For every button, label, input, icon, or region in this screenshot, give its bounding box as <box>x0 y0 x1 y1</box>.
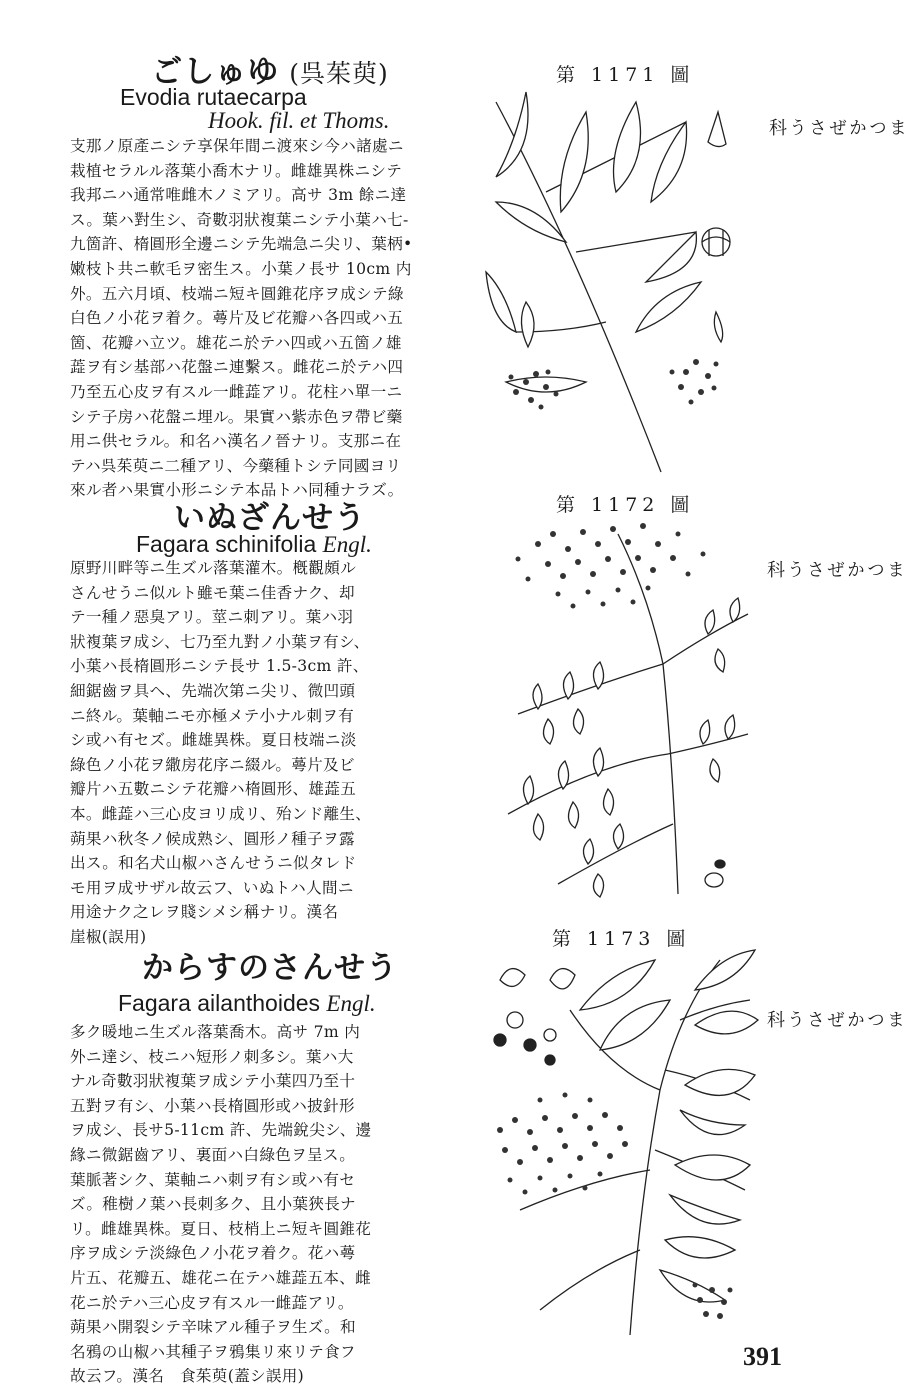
desc-line: 綠色ノ小花ヲ繖房花序ニ綴ル。蕚片及ビ <box>70 755 355 774</box>
desc-line: 用ニ供セラル。和名ハ漢名ノ晉ナリ。支那ニ在 <box>70 432 402 451</box>
desc-line: 片五、花瓣五、雄花ニ在テハ雄蕋五本、雌 <box>70 1268 372 1287</box>
desc-line: 出ス。和名犬山椒ハさんせうニ似タレド <box>70 854 357 873</box>
plant-illustration <box>486 82 758 474</box>
desc-line: 我邦ニハ通常唯雌木ノミアリ。高サ 3m 餘ニ達 <box>70 186 407 205</box>
desc-line: 瓣片ハ五數ニシテ花瓣ハ楕圓形、雄蕋五 <box>70 780 357 799</box>
desc-line: 九箇許、楕圓形全邊ニシテ先端急ニ尖リ、葉柄• <box>70 235 413 254</box>
japanese-name: ごしゅゆ <box>151 54 280 90</box>
desc-line: 序ヲ成シテ淡綠色ノ小花ヲ着ク。花ハ蕚 <box>70 1244 356 1263</box>
kanji-name: (呉茱萸) <box>289 59 389 88</box>
desc-line: 花ニ於テハ三心皮ヲ有スル一雌蕋アリ。 <box>70 1293 354 1312</box>
desc-line: 外。五六月頃、枝端ニ短キ圓錐花序ヲ成シテ綠 <box>70 284 404 303</box>
desc-line: 原野川畔等ニ生ズル落葉灌木。槪觀頗ル <box>70 559 357 577</box>
desc-line: 崖椒(誤用) <box>70 927 147 946</box>
desc-line: モ用ヲ成サザル故云フ、いぬトハ人間ニ <box>70 878 354 897</box>
desc-line: 狀複葉ヲ成シ、七乃至九對ノ小葉ヲ有シ、 <box>70 632 370 651</box>
desc-line: 名鴉の山椒ハ其種子ヲ鴉集リ來リテ食フ <box>70 1342 356 1361</box>
desc-line: シ或ハ有セズ。雌雄異株。夏日枝端ニ淡 <box>70 731 357 750</box>
desc-line: ス。葉ハ對生シ、奇數羽狀複葉ニシテ小葉ハ七- <box>70 210 409 229</box>
desc-line: ナル奇數羽狀複葉ヲ成シテ小葉四乃至十 <box>70 1072 356 1091</box>
scientific-name-line <box>136 531 372 558</box>
desc-line: テ一種ノ惡臭アリ。莖ニ刺アリ。葉ハ羽 <box>70 608 354 627</box>
desc-line: ヲ成シ、長サ5-11cm 許、先端銳尖シ、邊 <box>70 1121 372 1140</box>
desc-line: シテ子房ハ花盤ニ埋ル。果實ハ紫赤色ヲ帶ビ藥 <box>70 407 403 426</box>
desc-line: 小葉ハ長楕圓形ニシテ長サ 1.5-3cm 許、 <box>70 657 369 676</box>
desc-line: 蒴果ハ秋冬ノ候成熟シ、圓形ノ種子ヲ露 <box>70 829 355 848</box>
desc-line: 外ニ達シ、枝ニハ短形ノ刺多シ。葉ハ大 <box>70 1047 354 1066</box>
description <box>70 134 465 503</box>
desc-line: テハ呉茱萸ニ二種アリ、今藥種トシテ同國ヨリ <box>70 456 402 475</box>
scientific-name: Fagara schinifolia <box>136 531 317 557</box>
desc-line: 五對ヲ有シ、小葉ハ長楕圓形或ハ披針形 <box>70 1096 355 1115</box>
description <box>70 556 465 950</box>
desc-line: 蒴果ハ開裂シテ辛味アル種子ヲ生ズ。和 <box>70 1318 356 1337</box>
desc-line: 葉脈著シク、葉軸ニハ刺ヲ有シ或ハ有セ <box>70 1170 356 1189</box>
desc-line: 乃至五心皮ヲ有スル一雌蕋アリ。花柱ハ單一ニ <box>70 382 403 401</box>
author-name: Hook. fil. et Thoms. <box>208 108 390 133</box>
family-name: まつかぜさう科 <box>764 560 905 581</box>
scientific-name: Fagara ailanthoides <box>118 990 321 1016</box>
plant-illustration <box>480 950 760 1340</box>
figure-number: 第 1173 圖 <box>552 928 691 950</box>
desc-line: 嫩枝ト共ニ軟毛ヲ密生ス。小葉ノ長サ 10cm 内 <box>70 259 412 278</box>
figure-number: 第 1171 圖 <box>556 64 695 86</box>
desc-line: 白色ノ小花ヲ着ク。蕚片及ビ花瓣ハ各四或ハ五 <box>70 309 404 328</box>
family-name: まつかぜさう科 <box>764 1010 905 1031</box>
desc-line: 箇、花瓣ハ立ツ。雄花ニ於テハ四或ハ五箇ノ雄 <box>70 333 402 352</box>
desc-line: 栽植セラルル落葉小喬木ナリ。雌雄異株ニシテ <box>70 161 403 180</box>
page-number: 391 <box>743 1342 782 1371</box>
entry-title <box>70 950 470 986</box>
desc-line: 細鋸齒ヲ具ヘ、先端次第ニ尖リ、微凹頭 <box>70 681 356 700</box>
desc-line: 多ク暖地ニ生ズル落葉喬木。高サ 7m 内 <box>70 1023 361 1041</box>
desc-line: 緣ニ微鋸齒アリ、裏面ハ白綠色ヲ呈ス。 <box>70 1145 356 1164</box>
desc-line: 蕋ヲ有シ基部ハ花盤ニ連繫ス。雌花ニ於テハ四 <box>70 358 404 377</box>
desc-line: さんせうニ似ルト雖モ葉ニ佳香ナク、却 <box>70 583 355 602</box>
family-name: まつかぜさう科 <box>766 118 907 139</box>
author-name: Engl. <box>326 991 376 1016</box>
figure-number: 第 1172 圖 <box>556 494 695 516</box>
desc-line: 支那ノ原產ニシテ享保年間ニ渡來シ今ハ諸處ニ <box>70 137 404 155</box>
desc-line: 來ル者ハ果實小形ニシテ本品トハ同種ナラズ。 <box>70 481 404 500</box>
japanese-name: からすのさんせう <box>142 950 398 986</box>
desc-line: リ。雌雄異株。夏日、枝梢上ニ短キ圓錐花 <box>70 1219 372 1238</box>
desc-line: ニ終ル。葉軸ニモ亦極メテ小ナル刺ヲ有 <box>70 706 355 725</box>
description <box>70 1020 465 1389</box>
plant-illustration <box>478 514 758 904</box>
scientific-name: Evodia rutaecarpa <box>120 84 307 110</box>
desc-line: 用途ナク之レヲ賤シメシ稱ナリ。漢名 <box>70 903 339 922</box>
desc-line: 故云フ。漢名 食茱萸(蓋シ誤用) <box>70 1367 305 1386</box>
japanese-name: いぬざんせう <box>174 500 366 536</box>
scientific-name-line <box>118 990 376 1017</box>
author-name: Engl. <box>322 532 372 557</box>
desc-line: ズ。稚樹ノ葉ハ長刺多ク、且小葉狹長ナ <box>70 1195 356 1214</box>
desc-line: 本。雌蕋ハ三心皮ヨリ成リ、殆ンド離生、 <box>70 804 372 823</box>
